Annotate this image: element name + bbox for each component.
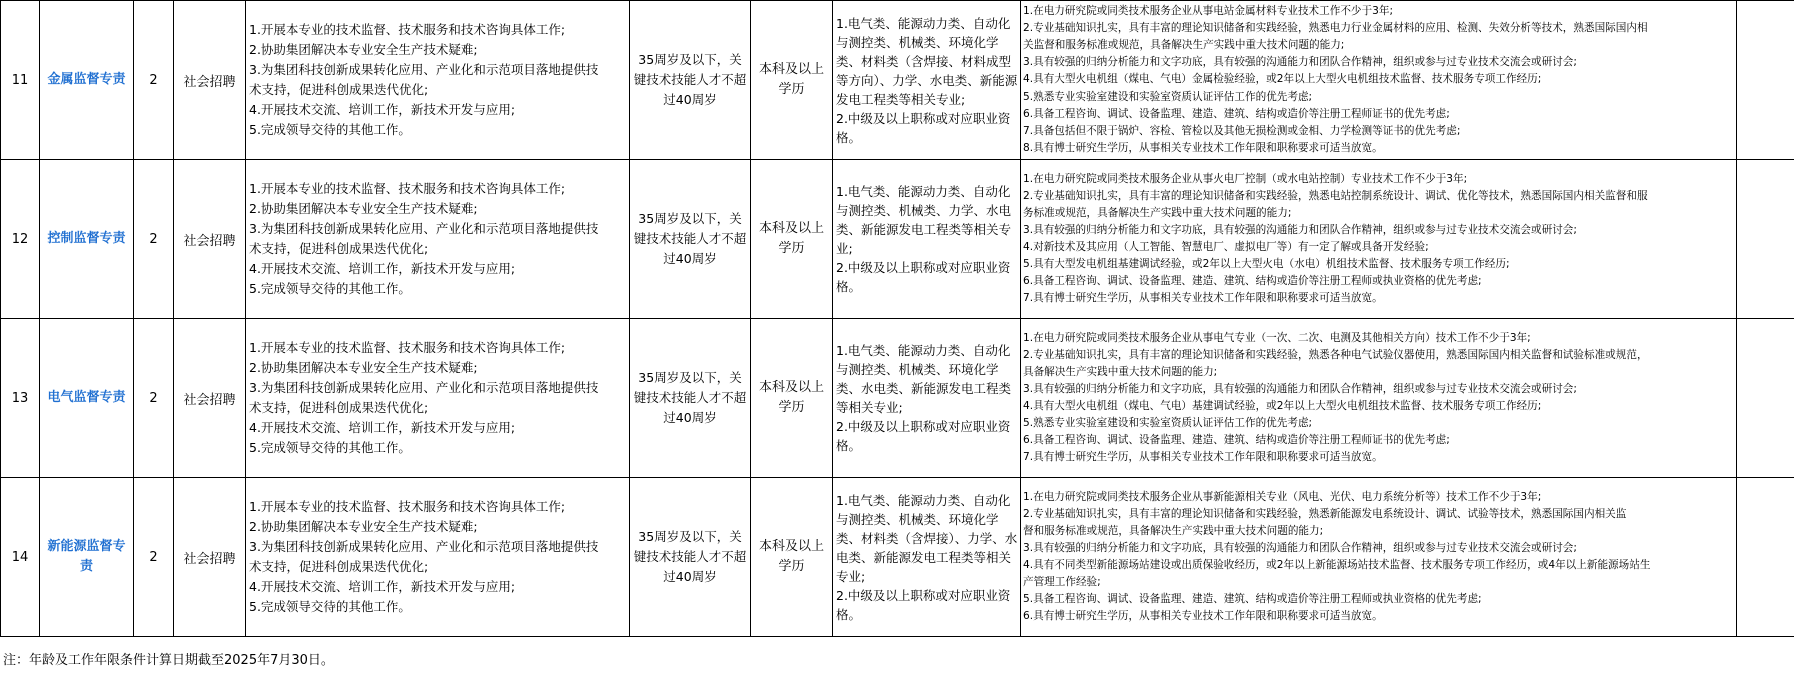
requirement-line: 6.具备工程咨询、调试、设备监理、建造、建筑、结构或造价等注册工程师或执业资格的优先考虑; bbox=[1023, 275, 1482, 288]
position-name: 电气监督专责 bbox=[40, 319, 134, 478]
duty-line: 2.协助集团解决本专业安全生产技术疑难; bbox=[249, 519, 478, 534]
age-requirement: 35周岁及以下，关键技术技能人才不超过40周岁 bbox=[630, 1, 751, 160]
requirement-line: 5.具备工程咨询、调试、设备监理、建造、建筑、结构或造价等注册工程师或执业资格的优先考虑; bbox=[1023, 593, 1482, 606]
age-requirement: 35周岁及以下，关键技术技能人才不超过40周岁 bbox=[630, 160, 751, 319]
requirement-line: 4.具有不同类型新能源场站建设或出质保验收经历，或2年以上新能源场站技术监督、技术服务专项工作经历，或4年以上新能源场站生 bbox=[1023, 559, 1651, 571]
duties-cell bbox=[246, 478, 630, 637]
duty-line: 1.开展本专业的技术监督、技术服务和技术咨询具体工作; bbox=[249, 340, 566, 355]
requirement-line: 6.具有博士研究生学历，从事相关专业技术工作年限和职称要求可适当放宽。 bbox=[1023, 610, 1383, 623]
row-number: 11 bbox=[1, 1, 40, 160]
major-line: 1.电气类、能源动力类、自动化与测控类、机械类、环境化学类、材料类（含焊接、材料成型等方向）、力学、水电类、新能源发电工程类等相关专业; bbox=[836, 15, 1018, 107]
footnote: 注：年龄及工作年限条件计算日期截至2025年7月30日。 bbox=[3, 653, 334, 668]
requirement-line: 4.对新技术及其应用（人工智能、智慧电厂、虚拟电厂等）有一定了解或具备开发经验; bbox=[1023, 241, 1429, 253]
table-row bbox=[1, 319, 1794, 478]
headcount: 2 bbox=[134, 478, 174, 637]
major-requirement bbox=[833, 478, 1021, 637]
duty-line: 3.为集团科技创新成果转化应用、产业化和示范项目落地提供技 bbox=[249, 539, 599, 554]
duty-line: 术支持，促进科创成果迭代优化; bbox=[249, 559, 429, 574]
remarks-cell bbox=[1737, 478, 1794, 637]
requirement-line: 5.具有大型发电机组基建调试经验，或2年以上大型火电（水电）机组技术监督、技术服务专项工作经历; bbox=[1023, 258, 1510, 271]
requirement-line: 务标准或规范，具备解决生产实践中重大技术问题的能力; bbox=[1023, 206, 1292, 219]
duty-line: 4.开展技术交流、培训工作，新技术开发与应用; bbox=[249, 420, 516, 435]
row-number: 12 bbox=[1, 160, 40, 319]
recruit-type: 社会招聘 bbox=[174, 319, 246, 478]
requirement-line: 6.具备工程咨询、调试、设备监理、建造、建筑、结构或造价等注册工程师证书的优先考虑; bbox=[1023, 434, 1450, 447]
duties-cell bbox=[246, 1, 630, 160]
duty-line: 5.完成领导交待的其他工作。 bbox=[249, 599, 411, 614]
duty-line: 1.开展本专业的技术监督、技术服务和技术咨询具体工作; bbox=[249, 181, 566, 196]
requirement-line: 督和服务标准或规范，具备解决生产实践中重大技术问题的能力; bbox=[1023, 524, 1324, 537]
duty-line: 4.开展技术交流、培训工作，新技术开发与应用; bbox=[249, 261, 516, 276]
recruit-type: 社会招聘 bbox=[174, 1, 246, 160]
duty-line: 4.开展技术交流、培训工作，新技术开发与应用; bbox=[249, 102, 516, 117]
requirement-line: 6.具备工程咨询、调试、设备监理、建造、建筑、结构或造价等注册工程师证书的优先考虑; bbox=[1023, 107, 1450, 120]
requirement-line: 3.具有较强的归纳分析能力和文字功底，具有较强的沟通能力和团队合作精神，组织或参与过专业技术交流会或研讨会; bbox=[1023, 223, 1577, 236]
requirements-cell bbox=[1021, 319, 1737, 478]
major-line: 1.电气类、能源动力类、自动化与测控类、机械类、力学、水电类、新能源发电工程类等相关专业; bbox=[836, 184, 1012, 256]
requirement-line: 7.具有博士研究生学历，从事相关专业技术工作年限和职称要求可适当放宽。 bbox=[1023, 451, 1383, 464]
requirement-line: 2.专业基础知识扎实，具有丰富的理论知识储备和实践经验，熟悉新能源发电系统设计、调试、试验等技术，熟悉国际国内相关监 bbox=[1023, 507, 1627, 520]
duty-line: 术支持，促进科创成果迭代优化; bbox=[249, 82, 429, 97]
requirement-line: 2.专业基础知识扎实，具有丰富的理论知识储备和实践经验，熟悉电力行业金属材料的应用、检测、失效分析等技术，熟悉国际国内相 bbox=[1023, 22, 1648, 35]
duty-line: 5.完成领导交待的其他工作。 bbox=[249, 440, 411, 455]
major-line: 2.中级及以上职称或对应职业资格。 bbox=[836, 587, 1011, 622]
duty-line: 3.为集团科技创新成果转化应用、产业化和示范项目落地提供技 bbox=[249, 380, 599, 395]
job-table-body bbox=[1, 1, 1794, 637]
position-name: 新能源监督专责 bbox=[40, 478, 134, 637]
requirement-line: 产管理工作经验; bbox=[1023, 576, 1101, 589]
recruit-type: 社会招聘 bbox=[174, 160, 246, 319]
duty-line: 2.协助集团解决本专业安全生产技术疑难; bbox=[249, 42, 478, 57]
recruit-type: 社会招聘 bbox=[174, 478, 246, 637]
major-line: 1.电气类、能源动力类、自动化与测控类、机械类、环境化学类、材料类（含焊接）、力学、水电类、新能源发电工程类等相关专业; bbox=[836, 492, 1018, 584]
requirements-cell bbox=[1021, 160, 1737, 319]
major-line: 2.中级及以上职称或对应职业资格。 bbox=[836, 260, 1011, 294]
requirement-line: 3.具有较强的归纳分析能力和文字功底，具有较强的沟通能力和团队合作精神，组织或参与过专业技术交流会或研讨会; bbox=[1023, 382, 1577, 395]
duty-line: 3.为集团科技创新成果转化应用、产业化和示范项目落地提供技 bbox=[249, 62, 599, 77]
row-number: 13 bbox=[1, 319, 40, 478]
major-requirement bbox=[833, 1, 1021, 160]
requirement-line: 7.具有博士研究生学历，从事相关专业技术工作年限和职称要求可适当放宽。 bbox=[1023, 292, 1383, 305]
age-requirement: 35周岁及以下，关键技术技能人才不超过40周岁 bbox=[630, 319, 751, 478]
major-line: 2.中级及以上职称或对应职业资格。 bbox=[836, 110, 1011, 145]
duty-line: 5.完成领导交待的其他工作。 bbox=[249, 281, 411, 296]
education-requirement: 本科及以上学历 bbox=[751, 319, 833, 478]
remarks-cell bbox=[1737, 1, 1794, 160]
row-number: 14 bbox=[1, 478, 40, 637]
headcount: 2 bbox=[134, 160, 174, 319]
position-name: 控制监督专责 bbox=[40, 160, 134, 319]
duty-line: 术支持，促进科创成果迭代优化; bbox=[249, 400, 429, 415]
table-row bbox=[1, 478, 1794, 637]
requirement-line: 3.具有较强的归纳分析能力和文字功底，具有较强的沟通能力和团队合作精神，组织或参与过专业技术交流会或研讨会; bbox=[1023, 56, 1577, 69]
requirements-cell bbox=[1021, 478, 1737, 637]
remarks-cell bbox=[1737, 160, 1794, 319]
major-line: 1.电气类、能源动力类、自动化与测控类、机械类、环境化学类、水电类、新能源发电工程类等相关专业; bbox=[836, 343, 1012, 415]
duty-line: 2.协助集团解决本专业安全生产技术疑难; bbox=[249, 201, 478, 216]
requirement-line: 5.熟悉专业实验室建设和实验室资质认证评估工作的优先考虑; bbox=[1023, 90, 1313, 103]
requirement-line: 1.在电力研究院或同类技术服务企业从事电气专业（一次、二次、电测及其他相关方向）技术工作不少于3年; bbox=[1023, 331, 1531, 344]
requirement-line: 1.在电力研究院或同类技术服务企业从事电站金属材料专业技术工作不少于3年; bbox=[1023, 5, 1394, 18]
requirement-line: 关监督和服务标准或规范，具备解决生产实践中重大技术问题的能力; bbox=[1023, 39, 1345, 52]
requirement-line: 1.在电力研究院或同类技术服务企业从事新能源相关专业（风电、光伏、电力系统分析等）技术工作不少于3年; bbox=[1023, 490, 1542, 503]
requirement-line: 2.专业基础知识扎实，具有丰富的理论知识储备和实践经验，熟悉电站控制系统设计、调试、优化等技术，熟悉国际国内相关监督和服 bbox=[1023, 189, 1648, 202]
requirement-line: 2.专业基础知识扎实，具有丰富的理论知识储备和实践经验，熟悉各种电气试验仪器使用，熟悉国际国内相关监督和试验标准或规范， bbox=[1023, 348, 1648, 361]
duty-line: 3.为集团科技创新成果转化应用、产业化和示范项目落地提供技 bbox=[249, 221, 599, 236]
education-requirement: 本科及以上学历 bbox=[751, 1, 833, 160]
table-row bbox=[1, 1, 1794, 160]
requirement-line: 7.具备包括但不限于锅炉、容检、管检以及其他无损检测或金相、力学检测等证书的优先考虑; bbox=[1023, 124, 1461, 137]
duty-line: 2.协助集团解决本专业安全生产技术疑难; bbox=[249, 360, 478, 375]
duty-line: 5.完成领导交待的其他工作。 bbox=[249, 122, 411, 137]
headcount: 2 bbox=[134, 319, 174, 478]
table-row bbox=[1, 160, 1794, 319]
duty-line: 4.开展技术交流、培训工作，新技术开发与应用; bbox=[249, 579, 516, 594]
requirement-line: 4.具有大型火电机组（煤电、气电）金属检验经验，或2年以上大型火电机组技术监督、技术服务专项工作经历; bbox=[1023, 73, 1542, 86]
education-requirement: 本科及以上学历 bbox=[751, 160, 833, 319]
major-line: 2.中级及以上职称或对应职业资格。 bbox=[836, 419, 1011, 453]
major-requirement bbox=[833, 160, 1021, 319]
education-requirement: 本科及以上学历 bbox=[751, 478, 833, 637]
remarks-cell bbox=[1737, 319, 1794, 478]
major-requirement bbox=[833, 319, 1021, 478]
requirement-line: 3.具有较强的归纳分析能力和文字功底，具有较强的沟通能力和团队合作精神，组织或参与过专业技术交流会或研讨会; bbox=[1023, 541, 1577, 554]
requirement-line: 8.具有博士研究生学历，从事相关专业技术工作年限和职称要求可适当放宽。 bbox=[1023, 141, 1383, 154]
requirement-line: 具备解决生产实践中重大技术问题的能力; bbox=[1023, 365, 1218, 378]
duty-line: 1.开展本专业的技术监督、技术服务和技术咨询具体工作; bbox=[249, 499, 566, 514]
duty-line: 1.开展本专业的技术监督、技术服务和技术咨询具体工作; bbox=[249, 22, 566, 37]
duties-cell bbox=[246, 160, 630, 319]
headcount: 2 bbox=[134, 1, 174, 160]
requirements-cell bbox=[1021, 1, 1737, 160]
duty-line: 术支持，促进科创成果迭代优化; bbox=[249, 241, 429, 256]
position-name: 金属监督专责 bbox=[40, 1, 134, 160]
requirement-line: 1.在电力研究院或同类技术服务企业从事火电厂控制（或水电站控制）专业技术工作不少于3年; bbox=[1023, 172, 1468, 185]
requirement-line: 4.具有大型火电机组（煤电、气电）基建调试经验，或2年以上大型火电机组技术监督、技术服务专项工作经历; bbox=[1023, 400, 1542, 412]
age-requirement: 35周岁及以下，关键技术技能人才不超过40周岁 bbox=[630, 478, 751, 637]
requirement-line: 5.熟悉专业实验室建设和实验室资质认证评估工作的优先考虑; bbox=[1023, 417, 1313, 430]
duties-cell bbox=[246, 319, 630, 478]
